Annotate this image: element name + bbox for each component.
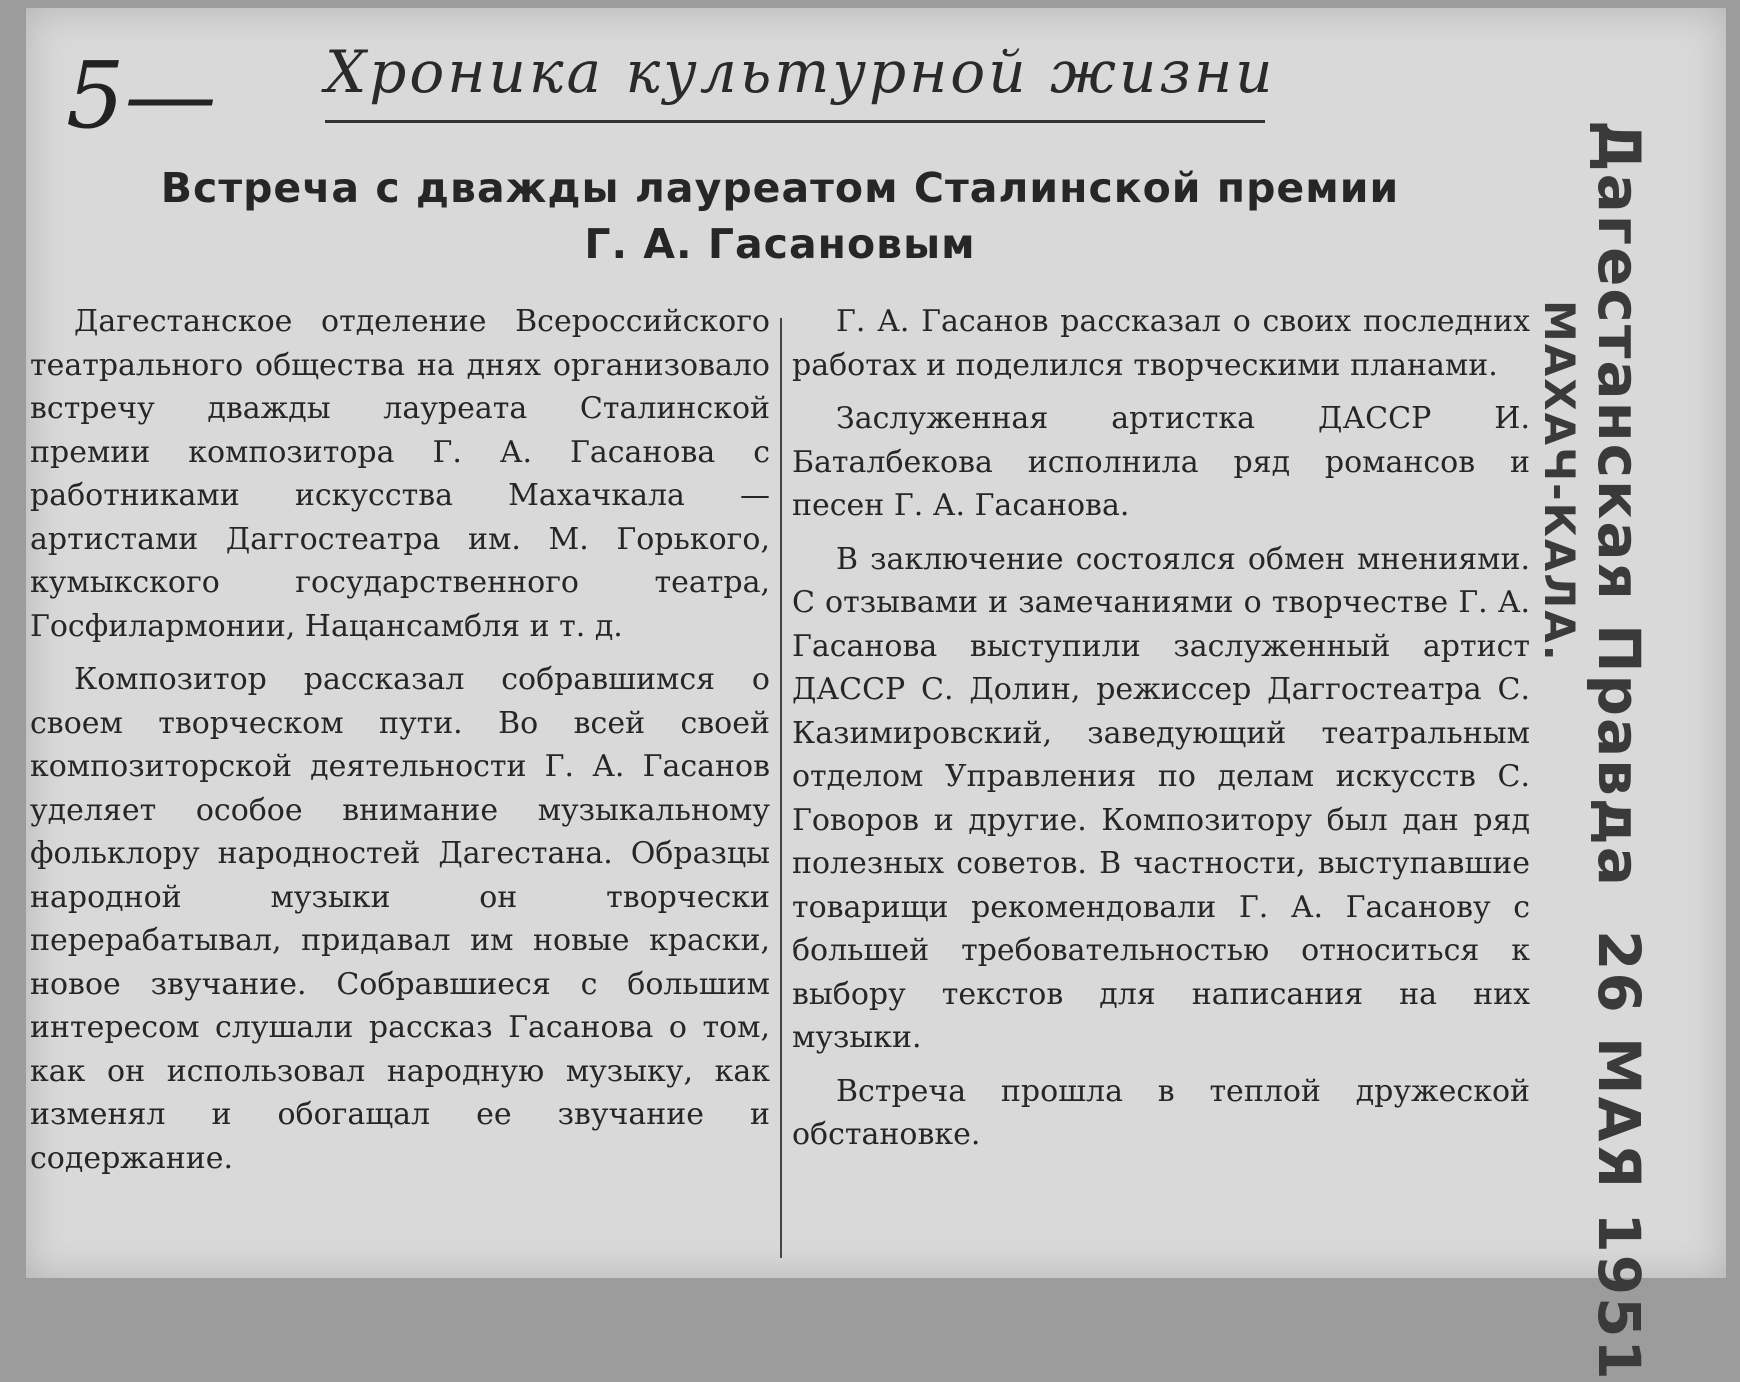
stamp-date: 26 МАЯ 1951 <box>1585 930 1653 1382</box>
article-headline <box>130 160 1430 272</box>
headline-line-2: Г. А. Гасановым <box>584 220 976 268</box>
paragraph: В заключение состоялся обмен мнениями. С отзывами и замечаниями о творчестве Г. А. Гасанова выступили заслуженный артист ДАССР С. Долин, режиссер Даггостеатра С. Казимировский, заведующий театральным отделом Управления по делам искусств С. Говоров и другие. Композитору был дан ряд полезных советов. В частности, выступавшие товарищи рекомендовали Г. А. Гасанову с большей требовательностью относиться к выбору текстов для написания на них музыки. <box>792 541 1530 1055</box>
paragraph: Г. А. Гасанов рассказал о своих последних работах и поделился творческими планами. <box>792 304 1530 383</box>
left-text-column <box>30 300 770 1190</box>
column-divider <box>780 318 782 1258</box>
newspaper-date-stamp <box>1585 120 1653 1382</box>
right-text-column <box>792 300 1530 1167</box>
stamp-newspaper-name: Дагестанская Правда <box>1585 120 1653 888</box>
rubric-heading: Хроника культурной жизни <box>325 38 1265 123</box>
paragraph: Композитор рассказал собравшимся о своем творческом пути. Во всей своей композиторской деятельности Г. А. Гасанов уделяет особое внимание музыкальному фольклору народностей Дагестана. Образцы народной музыки он творчески перерабатывал, придавал им новые краски, новое звучание. Собравшиеся с большим интересом слушали рассказ Гасанова о том, как он использовал народную музыку, как изменял и обогащал ее звучание и содержание. <box>30 662 770 1176</box>
paragraph: Заслуженная артистка ДАССР И. Баталбекова исполнила ряд романсов и песен Г. А. Гасанова. <box>792 401 1530 523</box>
paragraph: Встреча прошла в теплой дружеской обстановке. <box>792 1073 1530 1152</box>
stamp-city: МАХАЧ-КАЛА. <box>1535 300 1584 663</box>
handwritten-page-number: 5— <box>66 42 217 149</box>
paragraph: Дагестанское отделение Всероссийского театрального общества на днях организовало встречу дважды лауреата Сталинской премии композитора Г. А. Гасанова с работниками искусства Махачкала — артистами Даггостеатра им. М. Горького, кумыкского государственного театра, Госфилармонии, Нацансамбля и т. д. <box>30 304 770 644</box>
headline-line-1: Встреча с дважды лауреатом Сталинской премии <box>160 164 1400 212</box>
